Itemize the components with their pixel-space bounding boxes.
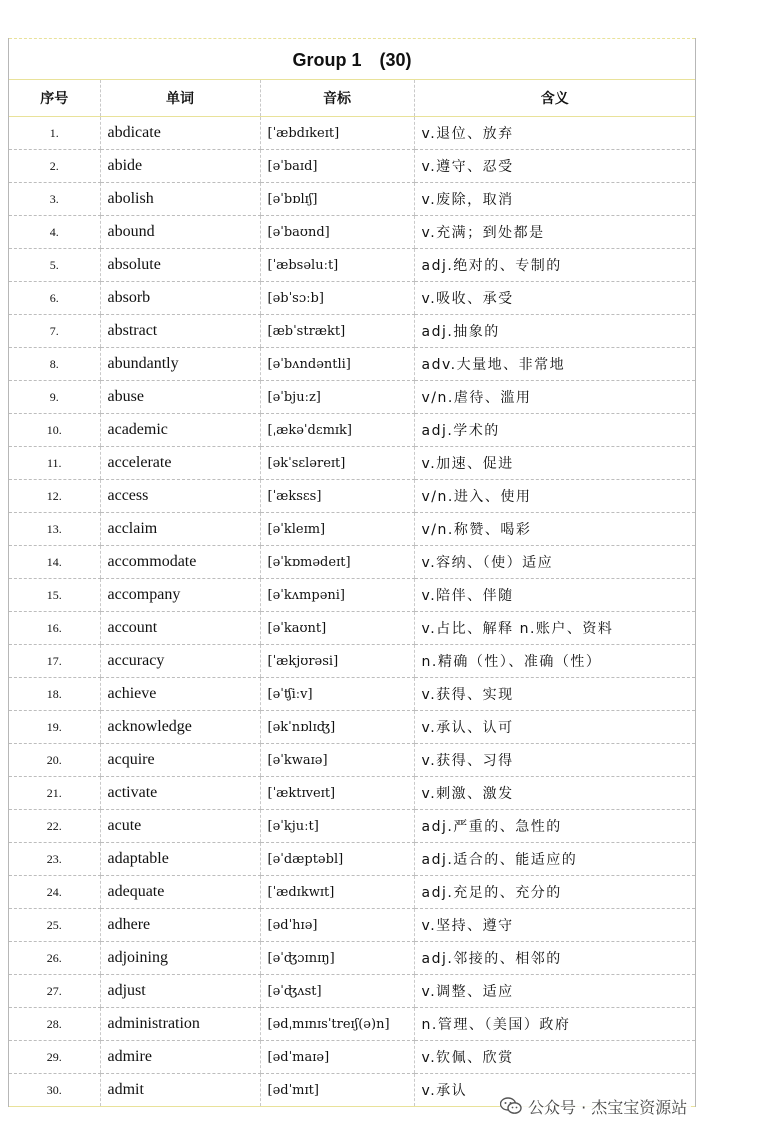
row-index: 30. [9, 1074, 100, 1107]
table-row [9, 348, 695, 381]
row-word: adequate [100, 876, 260, 909]
row-word: activate [100, 777, 260, 810]
row-phonetic: [əˈkleɪm] [260, 513, 414, 546]
row-meaning: v.刺激、激发 [414, 777, 695, 810]
row-index: 24. [9, 876, 100, 909]
table-row [9, 513, 695, 546]
row-phonetic: [ədˈhɪə] [260, 909, 414, 942]
row-index: 22. [9, 810, 100, 843]
row-meaning: n.管理、（美国）政府 [414, 1008, 695, 1041]
table-row [9, 381, 695, 414]
row-meaning: v.获得、习得 [414, 744, 695, 777]
row-meaning: adj.适合的、能适应的 [414, 843, 695, 876]
table-row [9, 612, 695, 645]
table-row [9, 315, 695, 348]
row-index: 1. [9, 117, 100, 150]
table-row [9, 150, 695, 183]
row-meaning: v.容纳、（使）适应 [414, 546, 695, 579]
row-word: accelerate [100, 447, 260, 480]
row-index: 26. [9, 942, 100, 975]
row-index: 23. [9, 843, 100, 876]
row-meaning: n.精确（性）、准确（性） [414, 645, 695, 678]
table-row [9, 579, 695, 612]
row-meaning: v.废除，取消 [414, 183, 695, 216]
row-word: administration [100, 1008, 260, 1041]
row-meaning: adv.大量地、非常地 [414, 348, 695, 381]
table-row [9, 942, 695, 975]
row-phonetic: [ədˌmɪnɪsˈtreɪʃ(ə)n] [260, 1008, 414, 1041]
row-index: 9. [9, 381, 100, 414]
row-meaning: v/n.称赞、喝彩 [414, 513, 695, 546]
row-phonetic: [ˈæbsəluːt] [260, 249, 414, 282]
row-index: 11. [9, 447, 100, 480]
row-meaning: v.钦佩、欣赏 [414, 1041, 695, 1074]
row-word: abuse [100, 381, 260, 414]
row-word: account [100, 612, 260, 645]
row-meaning: v/n.虐待、滥用 [414, 381, 695, 414]
table-row [9, 183, 695, 216]
row-word: admire [100, 1041, 260, 1074]
row-meaning: adj.邻接的、相邻的 [414, 942, 695, 975]
row-index: 5. [9, 249, 100, 282]
row-word: abound [100, 216, 260, 249]
row-meaning: v.承认、认可 [414, 711, 695, 744]
row-index: 28. [9, 1008, 100, 1041]
row-phonetic: [ˈæktɪveɪt] [260, 777, 414, 810]
row-word: academic [100, 414, 260, 447]
row-index: 16. [9, 612, 100, 645]
table-row [9, 282, 695, 315]
table-row [9, 447, 695, 480]
row-phonetic: [ədˈmɪt] [260, 1074, 414, 1107]
row-phonetic: [əˈkʌmpəni] [260, 579, 414, 612]
row-word: acquire [100, 744, 260, 777]
row-phonetic: [ˈæksɛs] [260, 480, 414, 513]
row-index: 29. [9, 1041, 100, 1074]
wechat-icon [500, 1097, 522, 1115]
row-index: 12. [9, 480, 100, 513]
row-meaning: adj.抽象的 [414, 315, 695, 348]
table-row [9, 744, 695, 777]
row-phonetic: [ˈæbdɪkeɪt] [260, 117, 414, 150]
watermark [500, 1092, 691, 1120]
row-phonetic: [əˈʤʌst] [260, 975, 414, 1008]
table-row [9, 216, 695, 249]
table-header-row [9, 80, 695, 117]
row-phonetic: [əbˈsɔːb] [260, 282, 414, 315]
row-phonetic: [əˈdæptəbl] [260, 843, 414, 876]
row-index: 6. [9, 282, 100, 315]
row-phonetic: [əˈbʌndəntli] [260, 348, 414, 381]
row-meaning: v.承认 [414, 1074, 695, 1107]
row-word: abundantly [100, 348, 260, 381]
row-word: accuracy [100, 645, 260, 678]
row-word: access [100, 480, 260, 513]
table-row [9, 810, 695, 843]
row-phonetic: [əˈkwaɪə] [260, 744, 414, 777]
vocabulary-table [9, 80, 695, 1107]
row-word: abolish [100, 183, 260, 216]
row-phonetic: [əˈbɒlɪʃ] [260, 183, 414, 216]
row-index: 8. [9, 348, 100, 381]
table-row [9, 1041, 695, 1074]
row-phonetic: [ˈækjʊrəsi] [260, 645, 414, 678]
table-row [9, 777, 695, 810]
header-word: 单词 [100, 80, 260, 117]
table-row [9, 711, 695, 744]
table-row [9, 414, 695, 447]
row-meaning: v.加速、促进 [414, 447, 695, 480]
table-row [9, 909, 695, 942]
row-word: abide [100, 150, 260, 183]
row-index: 10. [9, 414, 100, 447]
row-meaning: adj.充足的、充分的 [414, 876, 695, 909]
row-index: 4. [9, 216, 100, 249]
header-meaning: 含义 [414, 80, 695, 117]
row-index: 27. [9, 975, 100, 1008]
row-word: accommodate [100, 546, 260, 579]
row-index: 2. [9, 150, 100, 183]
row-index: 20. [9, 744, 100, 777]
table-row [9, 645, 695, 678]
row-index: 19. [9, 711, 100, 744]
row-meaning: v.吸收、承受 [414, 282, 695, 315]
row-word: adhere [100, 909, 260, 942]
row-index: 18. [9, 678, 100, 711]
watermark-text: 公众号 · 杰宝宝资源站 [528, 1097, 688, 1117]
table-row [9, 249, 695, 282]
row-phonetic: [əˈbaɪd] [260, 150, 414, 183]
row-meaning: v.获得、实现 [414, 678, 695, 711]
row-word: acknowledge [100, 711, 260, 744]
table-row [9, 876, 695, 909]
row-index: 7. [9, 315, 100, 348]
row-meaning: v.退位、放弃 [414, 117, 695, 150]
row-phonetic: [əˈʧiːv] [260, 678, 414, 711]
row-phonetic: [ˈædɪkwɪt] [260, 876, 414, 909]
row-phonetic: [əˈkaʊnt] [260, 612, 414, 645]
row-meaning: v.陪伴、伴随 [414, 579, 695, 612]
row-index: 3. [9, 183, 100, 216]
row-index: 21. [9, 777, 100, 810]
header-phonetic: 音标 [260, 80, 414, 117]
row-phonetic: [ˌækəˈdɛmɪk] [260, 414, 414, 447]
row-phonetic: [əkˈsɛləreɪt] [260, 447, 414, 480]
row-index: 25. [9, 909, 100, 942]
row-meaning: v.占比、解释 n.账户、资料 [414, 612, 695, 645]
table-row [9, 480, 695, 513]
row-phonetic: [əˈkɒmədeɪt] [260, 546, 414, 579]
row-index: 13. [9, 513, 100, 546]
table-row [9, 975, 695, 1008]
group-title: Group 1 (30) [9, 38, 695, 80]
row-phonetic: [əˈbaʊnd] [260, 216, 414, 249]
header-index: 序号 [9, 80, 100, 117]
row-meaning: v.遵守、忍受 [414, 150, 695, 183]
table-row [9, 1008, 695, 1041]
row-meaning: v.坚持、遵守 [414, 909, 695, 942]
row-index: 17. [9, 645, 100, 678]
row-word: adjoining [100, 942, 260, 975]
table-row [9, 117, 695, 150]
row-meaning: adj.严重的、急性的 [414, 810, 695, 843]
row-phonetic: [əˈbjuːz] [260, 381, 414, 414]
row-meaning: v.充满；到处都是 [414, 216, 695, 249]
table-row [9, 546, 695, 579]
row-phonetic: [æbˈstrækt] [260, 315, 414, 348]
row-word: admit [100, 1074, 260, 1107]
table-row [9, 678, 695, 711]
row-meaning: v.调整、适应 [414, 975, 695, 1008]
row-word: abstract [100, 315, 260, 348]
row-index: 15. [9, 579, 100, 612]
row-index: 14. [9, 546, 100, 579]
row-phonetic: [əkˈnɒlɪʤ] [260, 711, 414, 744]
row-word: absolute [100, 249, 260, 282]
row-meaning: adj.绝对的、专制的 [414, 249, 695, 282]
row-phonetic: [əˈkjuːt] [260, 810, 414, 843]
row-meaning: v/n.进入、使用 [414, 480, 695, 513]
row-word: abdicate [100, 117, 260, 150]
row-word: adjust [100, 975, 260, 1008]
row-phonetic: [ədˈmaɪə] [260, 1041, 414, 1074]
row-word: adaptable [100, 843, 260, 876]
table-row [9, 843, 695, 876]
row-word: achieve [100, 678, 260, 711]
row-meaning: adj.学术的 [414, 414, 695, 447]
row-word: absorb [100, 282, 260, 315]
row-phonetic: [əˈʤɔɪnɪŋ] [260, 942, 414, 975]
row-word: acclaim [100, 513, 260, 546]
row-word: accompany [100, 579, 260, 612]
vocabulary-sheet [8, 38, 696, 1107]
row-word: acute [100, 810, 260, 843]
